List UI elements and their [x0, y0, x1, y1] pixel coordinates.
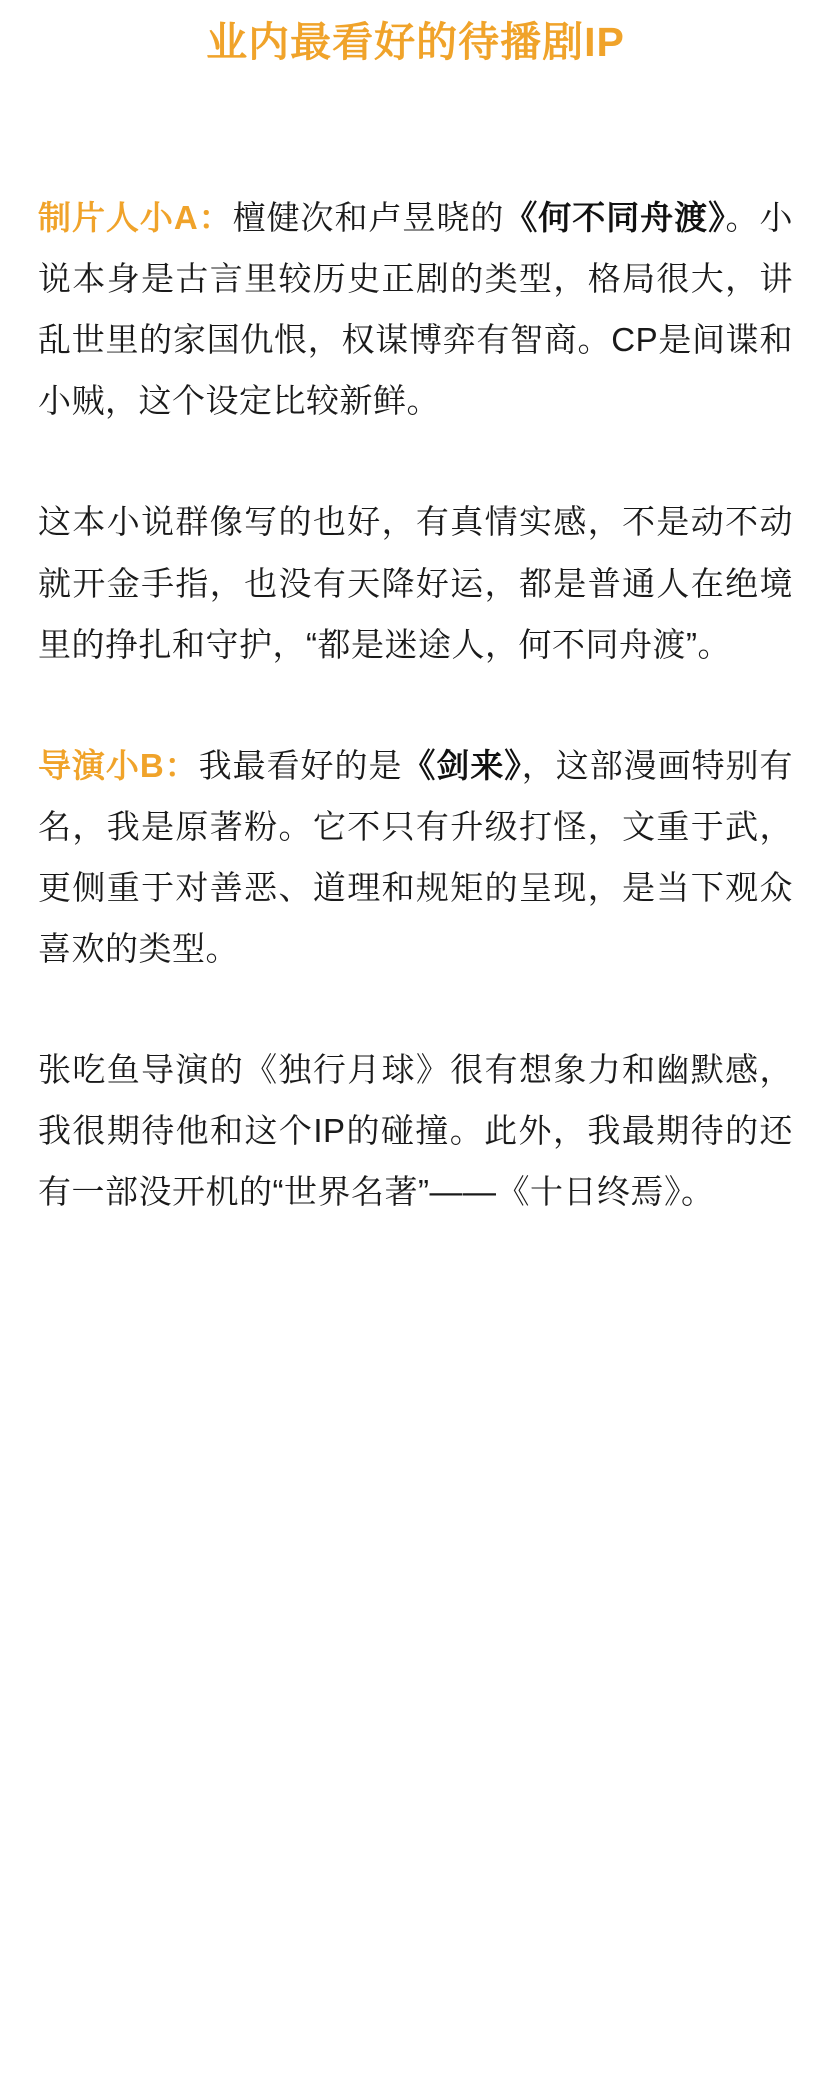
paragraph-producer-a: [38, 187, 793, 431]
speaker-label: 制片人小A：: [38, 199, 233, 237]
paragraph-text: 檀健次和卢昱晓的: [232, 199, 505, 237]
work-title: 《何不同舟渡》: [504, 199, 726, 237]
speaker-label: 导演小B：: [38, 746, 199, 784]
work-title: 《剑来》: [402, 746, 522, 784]
paragraph-text: 。小说本身是古言里较历史正剧的类型，格局很大，讲乱世里的家国仇恨，权谋博弈有智商。CP是间谍和小贼，这个设定比较新鲜。: [38, 199, 794, 420]
document-body: [38, 187, 793, 1222]
page-title: 业内最看好的待播剧IP: [206, 19, 625, 65]
paragraph-director-b: [38, 735, 793, 979]
paragraph-producer-a-cont: [38, 491, 793, 674]
paragraph-director-b-cont: [38, 1039, 793, 1222]
paragraph-text: ，这部漫画特别有名，我是原著粉。它不只有升级打怪，文重于武，更侧重于对善恶、道理和规矩的呈现，是当下观众喜欢的类型。: [38, 746, 794, 967]
title-spacer: [38, 79, 793, 125]
paragraph-text: 张吃鱼导演的《独行月球》很有想象力和幽默感，我很期待他和这个IP的碰撞。此外，我最期待的还有一部没开机的“世界名著”——《十日终焉》。: [38, 1050, 793, 1210]
paragraph-text: 我最看好的是: [198, 746, 403, 784]
paragraph-text: 这本小说群像写的也好，有真情实感，不是动不动就开金手指，也没有天降好运，都是普通人在绝境里的挣扎和守护，“都是迷途人，何不同舟渡”。: [38, 503, 793, 663]
